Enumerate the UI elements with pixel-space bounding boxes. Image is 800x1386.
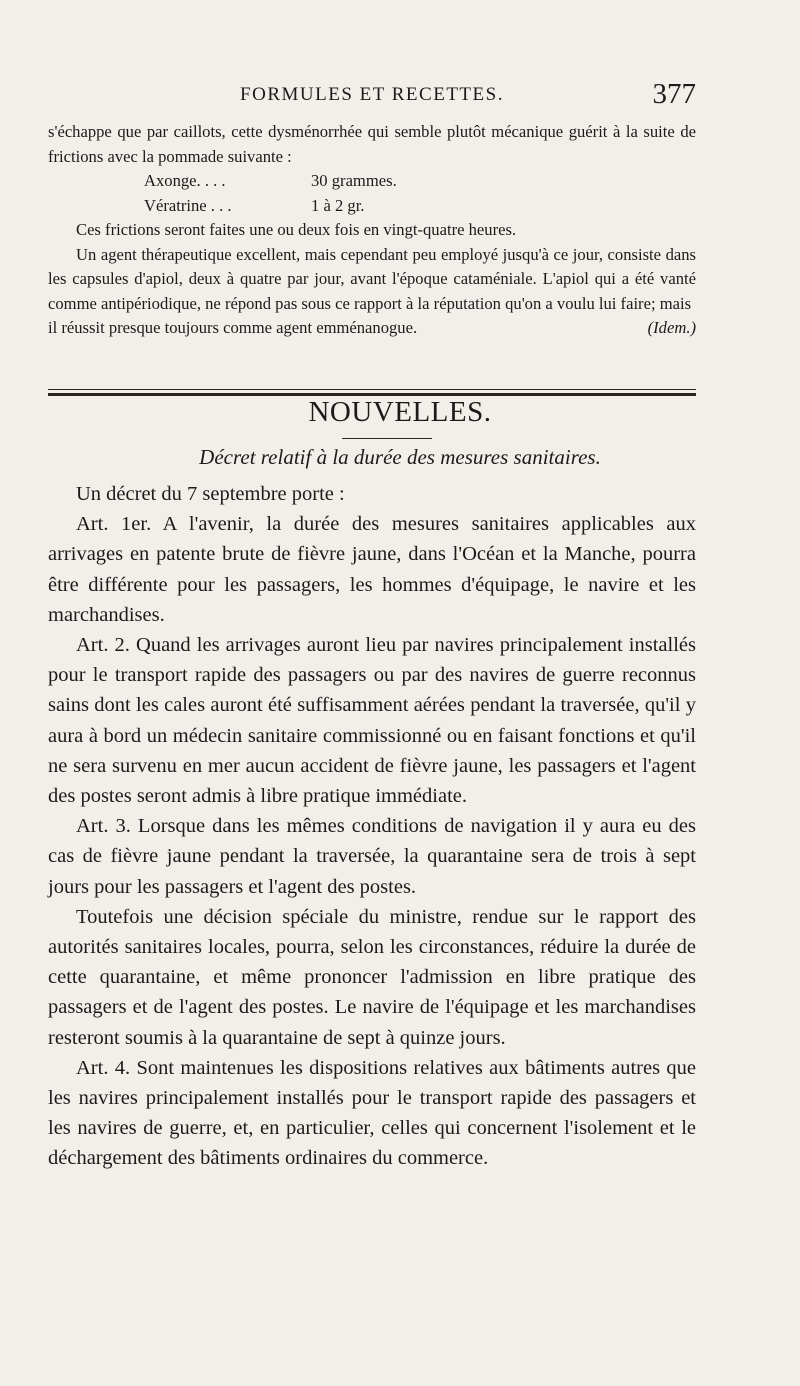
recipe-quantity: 1 à 2 gr. [311,195,365,215]
title-underline [342,438,432,439]
article-3: Art. 3. Lorsque dans les mêmes conditions de navigation il y aura eu des cas de fièvre jaune pendant la traversée, la quarantaine sera de trois à sept jours pour les passagers et l'agent des postes. [48,815,696,898]
source-credit: (Idem.) [647,318,696,337]
recipe-quantity: 30 grammes. [311,171,397,190]
decree-text [48,479,696,1174]
page-number: 377 [652,78,696,110]
closing-text: il réussit presque toujours comme agent emménanogue. [48,318,418,337]
article-2: Art. 2. Quand les arrivages auront lieu par navires principalement installés pour le transport rapide des passagers ou par des navires de guerre reconnus sains dont les cales auront été suffisamment aérées pendant la traversée, qu'il y aura à bord un médecin sanitaire commissionné ou en faisant fonctions et qu'il ne sera survenu en mer aucun accident de fièvre jaune, les passagers et l'agent des postes seront admis à libre pratique immédiate. [48,634,696,808]
recipe-ingredient: Axonge. . . . [144,171,226,190]
article-closing-line [48,316,696,341]
paragraph: Un agent thérapeutique excellent, mais cependant peu employé jusqu'à ce jour, consiste dans les capsules d'apiol, deux à quatre par jour, avant l'époque cataméniale. L'apiol qui a été vanté comme antipériodique, ne répond pas sous ce rapport à la réputation qu'on a voulu lui faire; mais [48,244,696,313]
previous-article [48,120,696,341]
article-4: Art. 4. Sont maintenues les dispositions relatives aux bâtiments autres que les navires principalement installés pour le transport rapide des passagers et les navires de guerre, et, en particulier, celles qui concernent l'isolement et le déchargement des bâtiments ordinaires du commerce. [48,1056,696,1170]
page-header [48,76,696,116]
recipe-line [48,169,696,194]
section-divider [48,389,696,390]
paragraph: Ces frictions seront faites une ou deux fois en vingt-quatre heures. [76,220,517,239]
section-title: NOUVELLES. [308,396,492,428]
article-title: Décret relatif à la durée des mesures sanitaires. [199,445,601,469]
article-1: Art. 1er. A l'avenir, la durée des mesures sanitaires applicables aux arrivages en patente brute de fièvre jaune, dans l'Océan et la Manche, pourra être différente pour les passagers, les hommes d'équipage, le navire et les marchandises. [48,513,696,626]
paragraph: s'échappe que par caillots, cette dysménorrhée qui semble plutôt mécanique guérit à la suite de frictions avec la pommade suivante : [48,122,696,166]
recipe-line [48,194,696,219]
paragraph: Un décret du 7 septembre porte : [76,483,345,505]
running-title: FORMULES ET RECETTES. [240,84,504,105]
recipe-ingredient: Vératrine . . . [144,195,232,215]
paragraph: Toutefois une décision spéciale du ministre, rendue sur le rapport des autorités sanitaires locales, pourra, selon les circonstances, réduire la durée de cette quarantaine, et même prononcer l'admission en libre pratique des passagers et de l'agent des postes. Le navire de l'équipage et les marchandises resteront soumis à la quarantaine de sept à quinze jours. [48,905,696,1049]
